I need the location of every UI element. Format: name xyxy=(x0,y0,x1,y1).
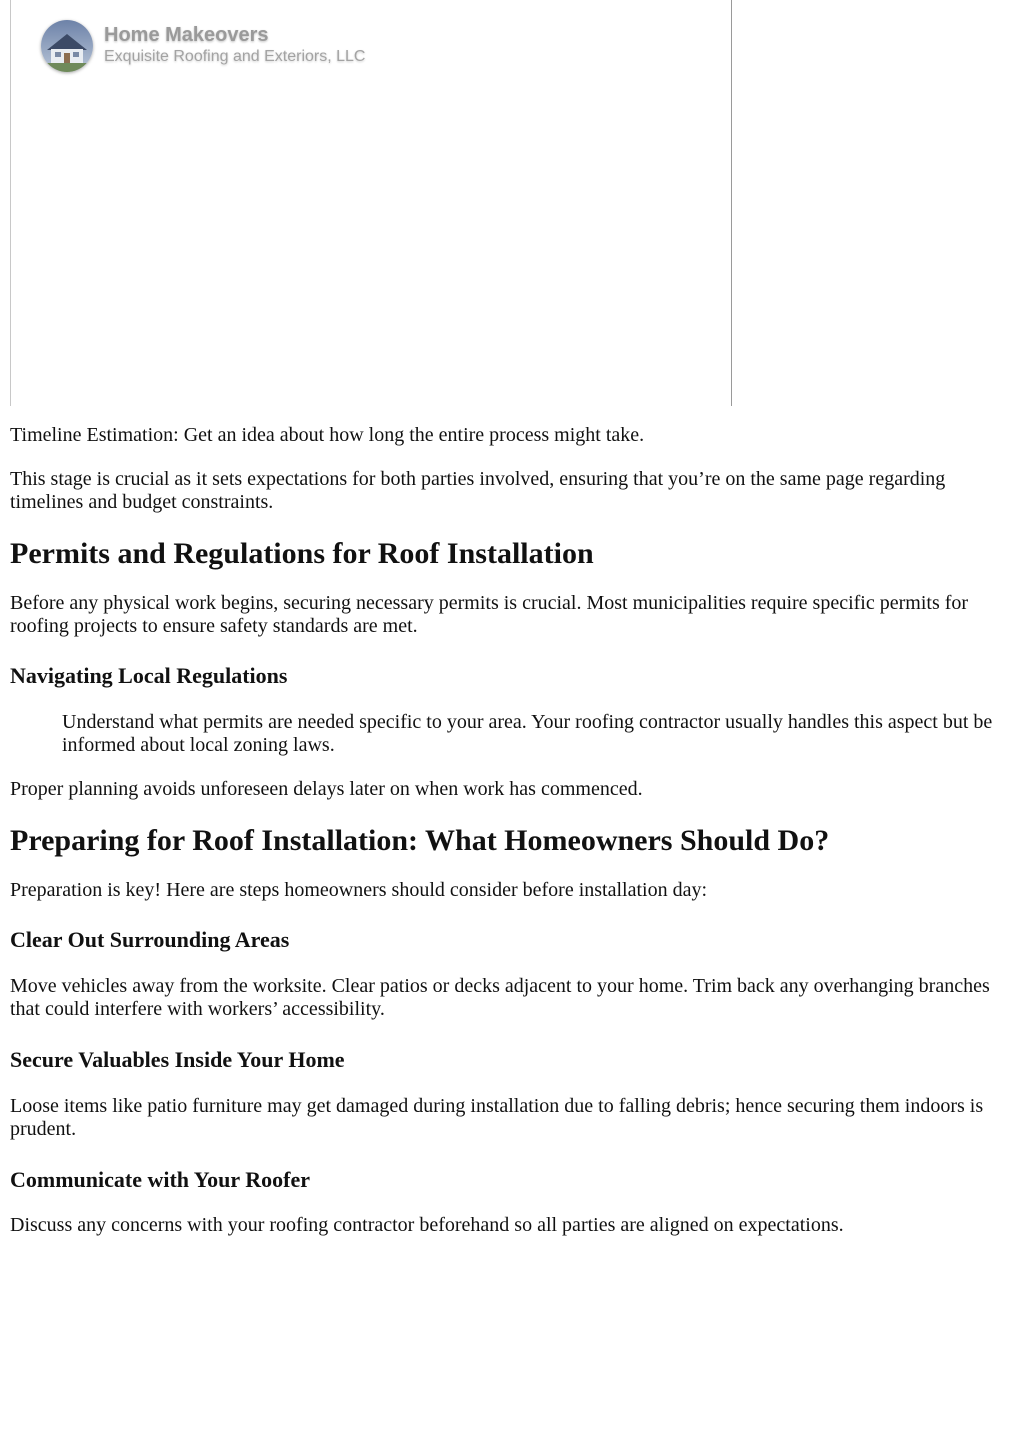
communicate-text: Discuss any concerns with your roofing contractor beforehand so all parties are aligned on expectations. xyxy=(10,1214,844,1236)
heading-clear-out: Clear Out Surrounding Areas xyxy=(10,927,290,952)
permits-text: Before any physical work begins, securing necessary permits is crucial. Most municipalities require specific permits for roofing projects to ensure safety standards are met. xyxy=(10,592,969,637)
planning-text: Proper planning avoids unforeseen delays later on when work has commenced. xyxy=(10,778,643,800)
house-logo-icon xyxy=(41,20,93,72)
heading-communicate: Communicate with Your Roofer xyxy=(10,1167,311,1192)
stage-text: This stage is crucial as it sets expectations for both parties involved, ensuring that you’re on the same page regarding timelines and budget constraints. xyxy=(10,468,946,513)
heading-secure-valuables: Secure Valuables Inside Your Home xyxy=(10,1047,345,1072)
heading-preparing: Preparing for Roof Installation: What Homeowners Should Do? xyxy=(10,824,830,857)
clear-out-text: Move vehicles away from the worksite. Clear patios or decks adjacent to your home. Trim back any overhanging branches that could interfere with workers’ accessibility. xyxy=(10,975,990,1020)
preparation-text: Preparation is key! Here are steps homeowners should consider before installation day: xyxy=(10,879,708,901)
channel-subtitle[interactable]: Exquisite Roofing and Exteriors, LLC xyxy=(104,48,366,65)
heading-permits: Permits and Regulations for Roof Installation xyxy=(10,537,594,570)
channel-header[interactable] xyxy=(41,20,365,72)
secure-valuables-text: Loose items like patio furniture may get damaged during installation due to falling debris; hence securing them indoors is prudent. xyxy=(10,1095,984,1140)
channel-avatar[interactable] xyxy=(41,20,93,72)
video-embed[interactable] xyxy=(10,0,732,406)
local-regulations-quote: Understand what permits are needed specific to your area. Your roofing contractor usually handles this aspect but be informed about local zoning laws. xyxy=(62,711,993,756)
heading-local-regulations: Navigating Local Regulations xyxy=(10,663,288,688)
article-body xyxy=(10,424,1010,1237)
channel-title[interactable]: Home Makeovers xyxy=(104,24,269,46)
timeline-estimation-text: Timeline Estimation: Get an idea about how long the entire process might take. xyxy=(10,424,645,446)
